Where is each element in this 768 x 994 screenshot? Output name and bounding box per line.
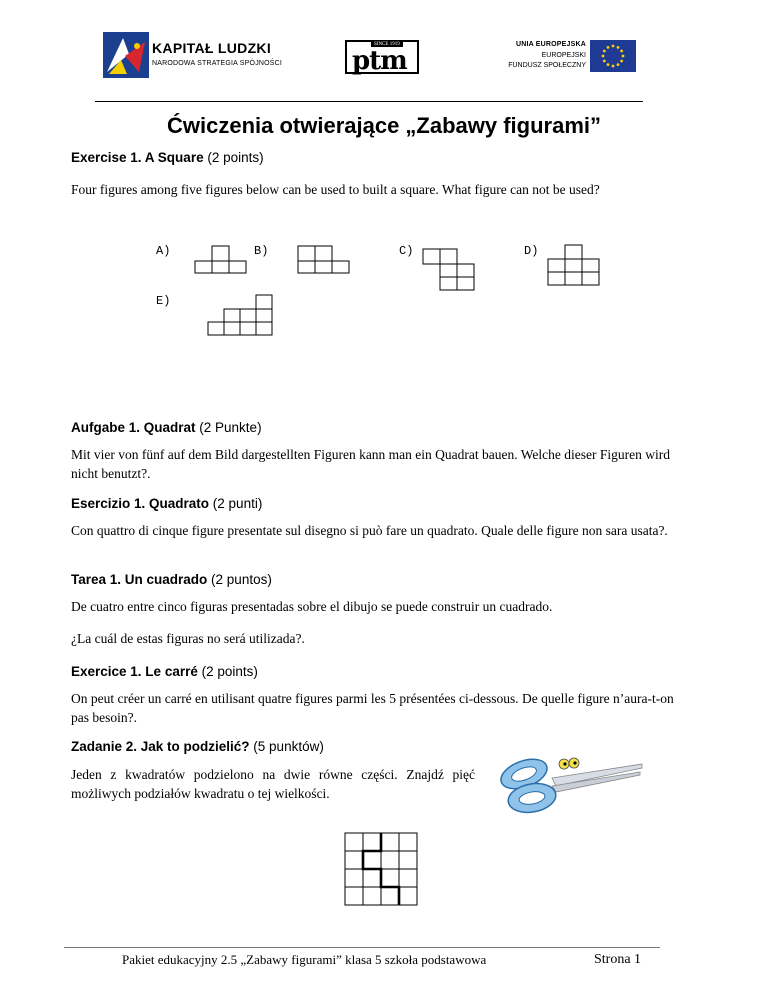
page-title: Ćwiczenia otwierające „Zabawy figurami” (166, 113, 602, 138)
section-heading-es-title: Tarea 1. Un cuadrado (71, 572, 208, 587)
section-text-de: Mit vier von fünf auf dem Bild dargestellten Figuren kann man ein Quadrat bauen. Welche dieser Figuren wird nicht benutzt?. (71, 447, 671, 481)
logo-left-subtitle: NARODOWA STRATEGIA SPÓJNOŚCI (152, 60, 283, 67)
logo-right-title: UNIA EUROPEJSKA (515, 41, 586, 48)
page-number: Strona 1 (594, 952, 642, 967)
eu-star-icon (612, 45, 615, 48)
eu-flag-icon (590, 40, 636, 72)
eu-star-icon (617, 46, 620, 49)
figure-e (208, 295, 272, 335)
divided-square-grid (341, 830, 421, 910)
eu-star-icon (620, 50, 623, 53)
eu-star-icon (612, 65, 615, 68)
eu-star-icon (622, 55, 625, 58)
footer-text: Pakiet edukacyjny 2.5 „Zabawy figurami” klasa 5 szkoła podstawowa (122, 952, 487, 967)
scissors-icon (494, 750, 644, 822)
section-text-en: Four figures among five figures below can be used to built a square. What figure can not be used? (71, 182, 600, 197)
section-heading-fr-title: Exercice 1. Le carré (71, 664, 198, 679)
figure-b (298, 246, 349, 273)
section-heading-pl-points: (5 punktów) (249, 739, 324, 754)
section-heading-fr (71, 664, 258, 679)
figure-label-b: B) (254, 244, 269, 258)
section-text-pl: Jeden z kwadratów podzielono na dwie równe części. Znajdź pięć możliwych podziałów kwadratu o tej wielkości. (71, 767, 475, 801)
ptm-logo: ptm (352, 46, 407, 76)
figure-label-e: E) (156, 294, 171, 308)
section-heading-de-title: Aufgabe 1. Quadrat (71, 420, 196, 435)
eu-star-icon (620, 60, 623, 63)
eu-star-icon (617, 63, 620, 66)
section-heading-en-title: Exercise 1. A Square (71, 150, 204, 165)
figure-d (548, 245, 599, 285)
section-heading-it-title: Esercizio 1. Quadrato (71, 496, 210, 511)
section-heading-de (71, 420, 262, 435)
section-text-it: Con quattro di cinque figure presentate sul disegno si può fare un quadrato. Quale delle figure non sara usata?. (71, 523, 668, 538)
figure-a (195, 246, 246, 273)
section-text-es-question: ¿La cuál de estas figuras no será utilizada?. (71, 631, 305, 646)
figure-label-c: C) (399, 244, 414, 258)
section-heading-pl (71, 739, 324, 754)
logo-right-line3: FUNDUSZ SPOŁECZNY (508, 62, 586, 69)
kapital-ludzki-logo (103, 32, 149, 78)
section-heading-it (71, 496, 262, 511)
section-text-fr: On peut créer un carré en utilisant quatre figures parmi les 5 présentées ci-dessous. De quelle figure n’aura-t-on pas besoin?. (71, 691, 674, 725)
section-heading-en (71, 150, 264, 165)
figure-c (423, 249, 474, 290)
section-heading-it-points: (2 punti) (209, 496, 263, 511)
footer-divider (64, 947, 660, 948)
section-heading-es-points: (2 puntos) (207, 572, 272, 587)
eu-star-icon (607, 46, 610, 49)
eu-star-icon (602, 55, 605, 58)
figure-label-d: D) (524, 244, 539, 258)
logo-right-line2: EUROPEJSKI (541, 52, 586, 59)
eu-star-icon (603, 60, 606, 63)
logo-left-title: KAPITAŁ LUDZKI (152, 40, 272, 56)
eu-star-icon (607, 63, 610, 66)
section-text-es: De cuatro entre cinco figuras presentadas sobre el dibujo se puede construir un cuadrado. (71, 599, 553, 614)
figure-label-a: A) (156, 244, 171, 258)
figures-area (150, 236, 630, 346)
section-heading-en-points: (2 points) (203, 150, 264, 165)
header-divider (95, 101, 643, 102)
ptm-logo-since: SINCE 1919 (371, 42, 403, 47)
eu-star-icon (603, 50, 606, 53)
section-heading-pl-title: Zadanie 2. Jak to podzielić? (71, 739, 250, 754)
section-heading-de-points: (2 Punkte) (195, 420, 262, 435)
section-heading-es (71, 572, 272, 587)
figures-svg (150, 236, 630, 346)
section-heading-fr-points: (2 points) (197, 664, 258, 679)
